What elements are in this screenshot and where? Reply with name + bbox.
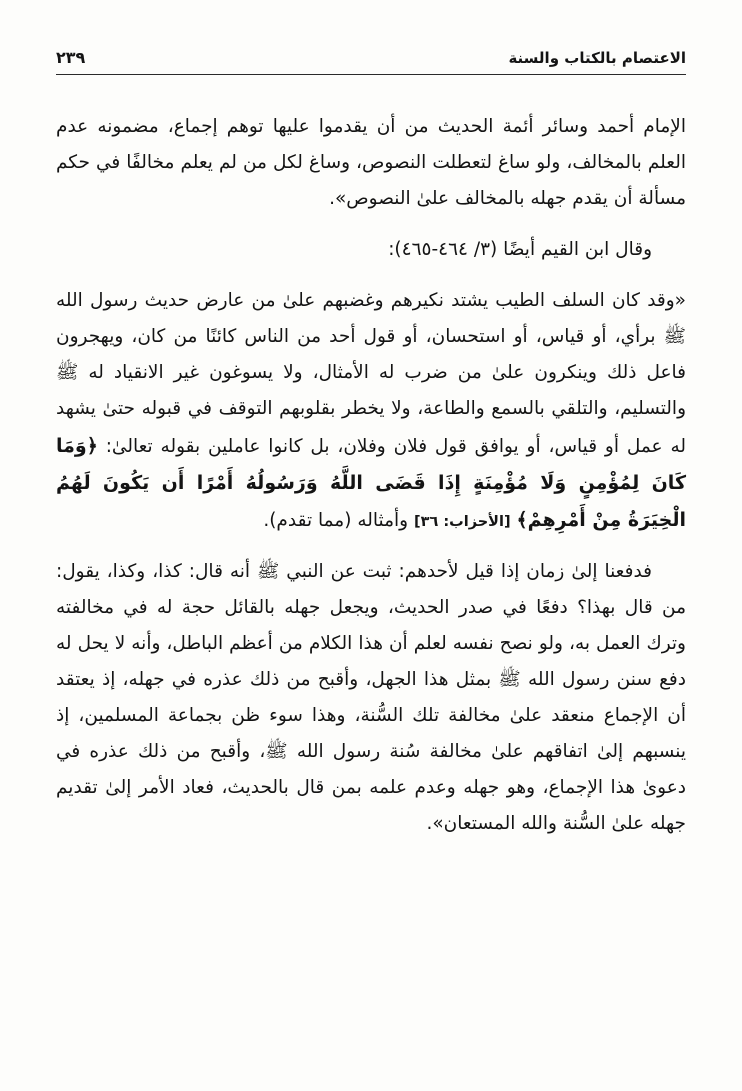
paragraph-commentary: فدفعنا إلىٰ زمان إذا قيل لأحدهم: ثبت عن النبي ﷺ أنه قال: كذا، وكذا، يقول: من قال بهذا؟ دفعًا في صدر الحديث، ويجعل جهله بالقائل حجة له في مخالفته وترك العمل به، ولو نصح نفسه لعلم أن هذا الكلام من أعظم الباطل، وأنه لا يحل له دفع سنن رسول الله ﷺ بمثل هذا الجهل، وأقبح من ذلك عذره في جهله، إذ يعتقد أن الإجماع منعقد علىٰ مخالفة تلك السُّنة، وهذا سوء ظن بجماعة المسلمين، إذ ينسبهم إلىٰ اتفاقهم علىٰ مخالفة سُنة رسول الله ﷺ، وأقبح من ذلك عذره في دعوىٰ هذا الإجماع، وهو جهله وعدم علمه بمن قال بالحديث، فعاد الأمر إلىٰ تقديم جهله علىٰ السُّنة والله المستعان». — [56, 560, 686, 835]
page-number: ٢٣٩ — [56, 48, 86, 67]
paragraph-citation: وقال ابن القيم أيضًا (٣/ ٤٦٤-٤٦٥): — [388, 239, 652, 261]
paragraph-quote — [56, 283, 686, 538]
book-title: الاعتصام بالكتاب والسنة — [508, 49, 686, 67]
page-body — [56, 109, 686, 842]
quote-text-lead: «وقد كان السلف الطيب يشتد نكيرهم وغضبهم علىٰ من عارض حديث رسول الله ﷺ برأي، أو قياس، أو استحسان، أو قول أحد من الناس كائنًا من كان، ويهجرون فاعل ذلك وينكرون علىٰ من ضرب له الأمثال، ولا يسوغون غير الانقياد له ﷺ والتسليم، والتلقي بالسمع والطاعة، ولا يخطر بقلوبهم التوقف في قبوله حتىٰ يشهد له عمل أو قياس، أو يوافق قول فلان وفلان، بل كانوا عاملين بقوله تعالىٰ: — [56, 290, 686, 457]
page-header — [56, 48, 686, 74]
paragraph-continuation: الإمام أحمد وسائر أئمة الحديث من أن يقدموا عليها توهم إجماع، مضمونه عدم العلم بالمخالف، ولو ساغ لتعطلت النصوص، وساغ لكل من لم يعلم مخالفًا في حكم مسألة أن يقدم جهله بالمخالف علىٰ النصوص». — [56, 116, 686, 210]
header-divider — [56, 74, 686, 75]
quote-text-trail: وأمثاله (مما تقدم). — [263, 509, 409, 531]
quran-verse: ﴿وَمَا كَانَ لِمُؤْمِنٍ وَلَا مُؤْمِنَةٍ إِذَا قَضَى اللَّهُ وَرَسُولُهُ أَمْرًا أَن يَكُونَ لَهُمُ الْخِيَرَةُ مِنْ أَمْرِهِمْ﴾ — [56, 434, 686, 531]
verse-reference: [الأحزاب: ٣٦] — [413, 513, 511, 530]
